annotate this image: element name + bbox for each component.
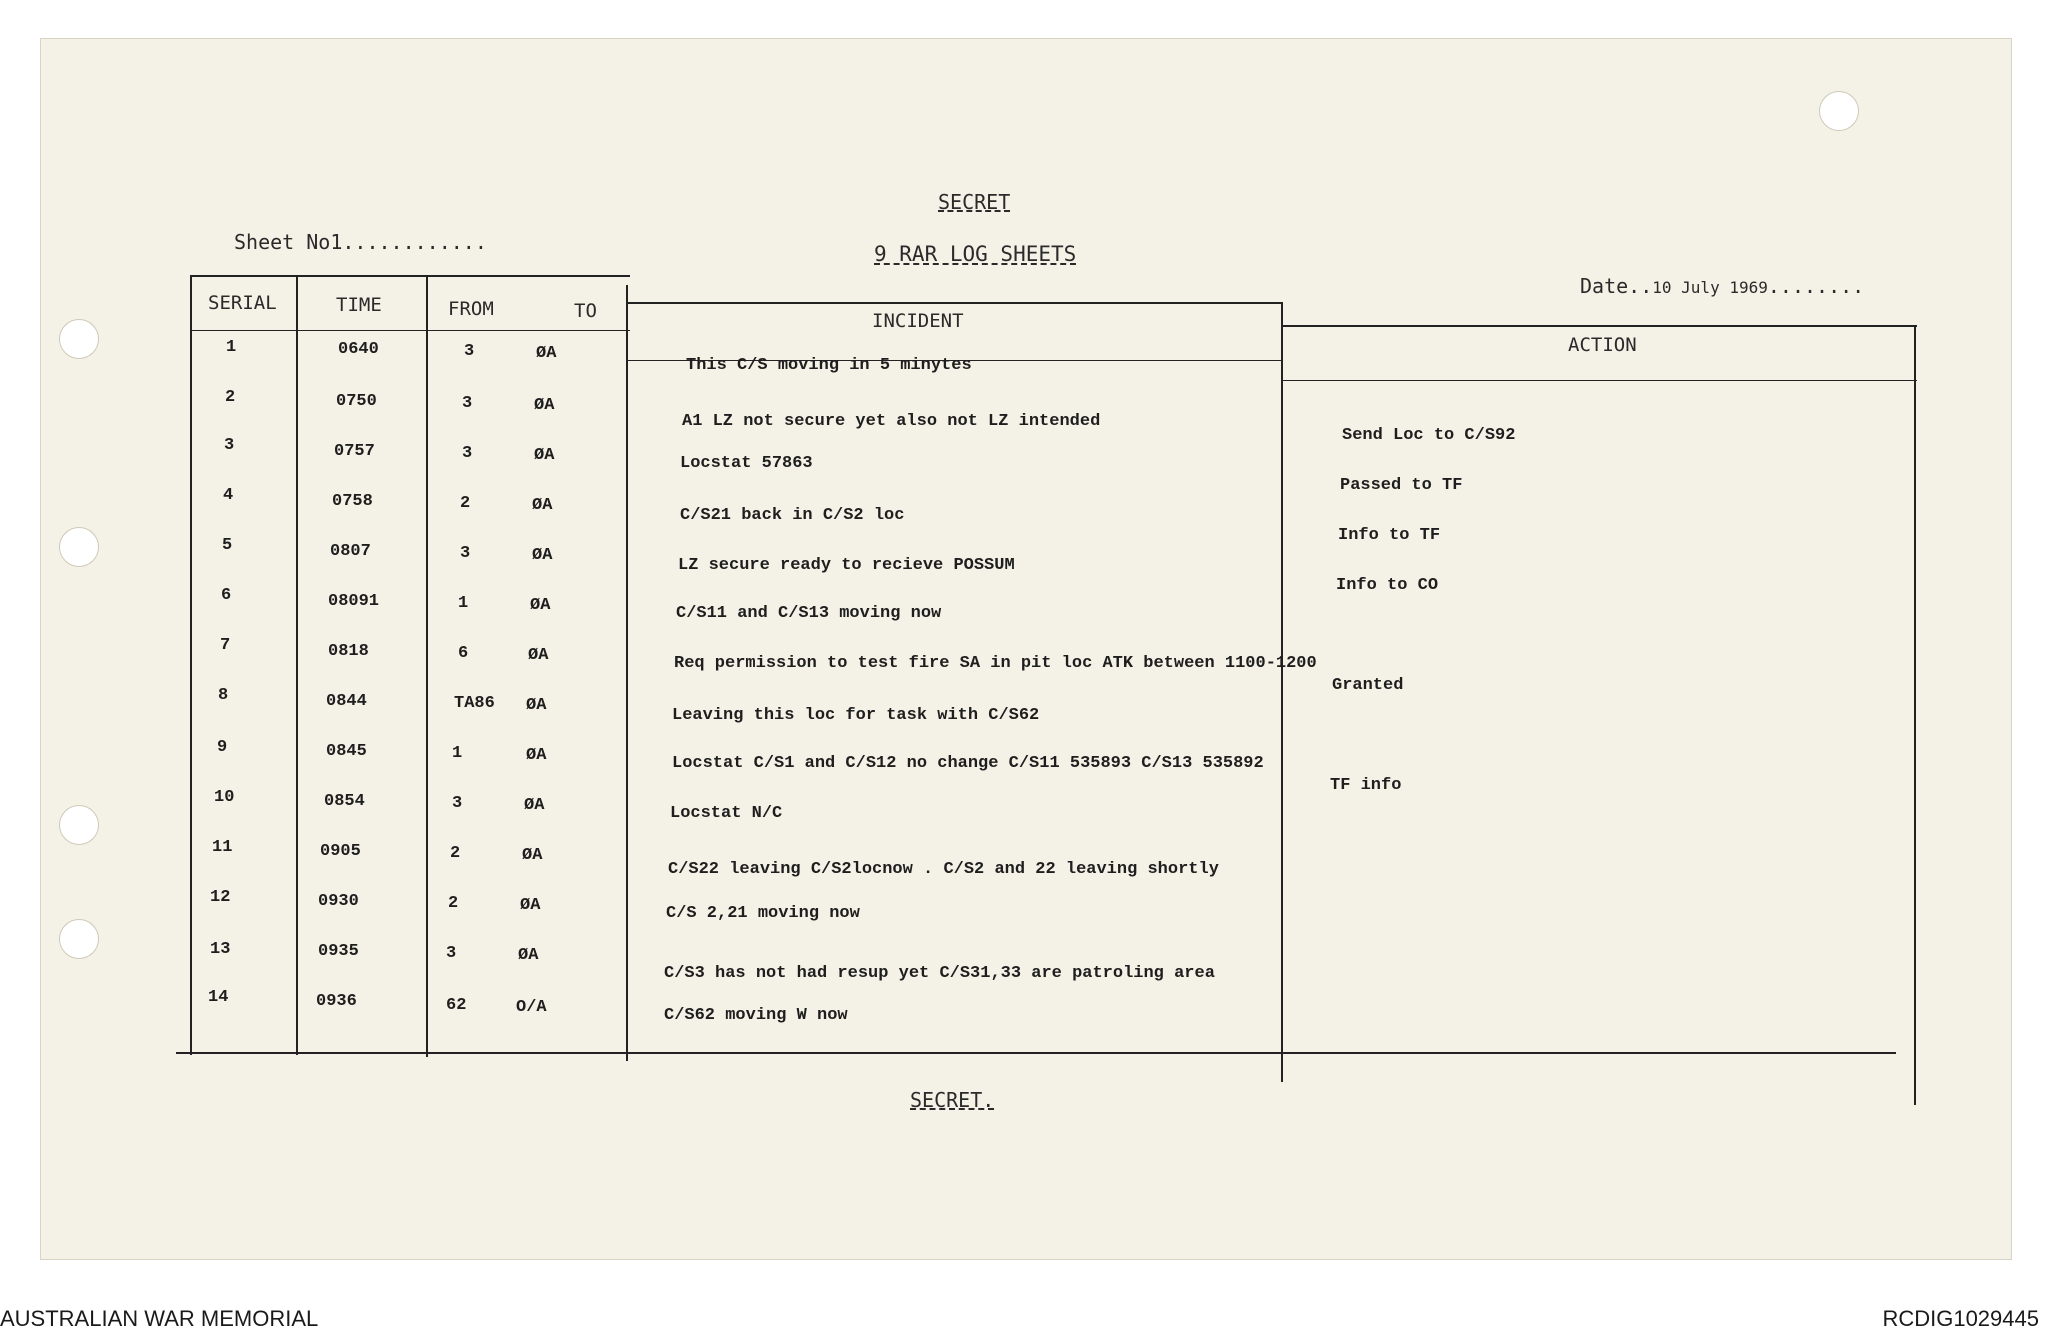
punch-hole	[59, 319, 99, 359]
table-border	[190, 330, 630, 331]
cell-incident: Req permission to test fire SA in pit loc ATK between 1100-1200	[674, 654, 1317, 673]
cell-to: ØA	[518, 946, 539, 965]
cell-time: 0854	[324, 792, 365, 811]
cell-to: ØA	[526, 746, 547, 765]
cell-time: 0844	[326, 692, 367, 711]
cell-time: 0935	[318, 942, 359, 961]
cell-time: 0845	[326, 742, 367, 761]
cell-time: 0750	[336, 392, 377, 411]
cell-from: TA86	[454, 694, 495, 713]
cell-incident: C/S22 leaving C/S2locnow . C/S2 and 22 leaving shortly	[668, 860, 1219, 879]
cell-serial: 2	[225, 388, 236, 407]
cell-to: ØA	[532, 496, 553, 515]
punch-hole	[59, 805, 99, 845]
cell-from: 3	[464, 342, 475, 361]
cell-serial: 12	[210, 888, 231, 907]
cell-incident: Locstat C/S1 and C/S12 no change C/S11 535893 C/S13 535892	[672, 754, 1264, 773]
header-serial: SERIAL	[208, 292, 277, 314]
cell-to: ØA	[524, 796, 545, 815]
cell-serial: 4	[223, 486, 234, 505]
header-action: ACTION	[1568, 334, 1637, 356]
table-border	[426, 275, 428, 1057]
cell-from: 3	[462, 444, 473, 463]
cell-action: Granted	[1332, 676, 1404, 695]
cell-time: 0640	[338, 340, 379, 359]
cell-serial: 10	[214, 788, 235, 807]
table-border	[1282, 380, 1917, 381]
classification-top: SECRET	[938, 190, 1011, 214]
cell-time: 0930	[318, 892, 359, 911]
cell-to: ØA	[528, 646, 549, 665]
cell-serial: 11	[212, 838, 233, 857]
cell-from: 62	[446, 996, 467, 1015]
cell-incident: Locstat N/C	[670, 804, 783, 823]
cell-serial: 7	[220, 636, 231, 655]
cell-incident: This C/S moving in 5 minytes	[686, 356, 972, 375]
sheet-label: Sheet No	[234, 230, 331, 254]
cell-to: ØA	[532, 546, 553, 565]
cell-incident: C/S 2,21 moving now	[666, 904, 860, 923]
cell-incident: LZ secure ready to recieve POSSUM	[678, 556, 1015, 575]
cell-time: 0818	[328, 642, 369, 661]
cell-serial: 3	[224, 436, 235, 455]
table-border	[176, 1052, 1896, 1054]
classification-bottom: SECRET.	[910, 1088, 995, 1112]
cell-incident: Leaving this loc for task with C/S62	[672, 706, 1040, 725]
date-label: Date	[1580, 274, 1629, 298]
cell-action: Send Loc to C/S92	[1342, 426, 1516, 445]
table-border	[190, 275, 630, 277]
cell-action: TF info	[1330, 776, 1402, 795]
cell-action: Passed to TF	[1340, 476, 1463, 495]
cell-to: O/A	[516, 998, 547, 1017]
cell-to: ØA	[526, 696, 547, 715]
sheet-number-field: Sheet No1............	[234, 230, 487, 254]
cell-from: 3	[460, 544, 471, 563]
cell-from: 6	[458, 644, 469, 663]
punch-hole	[59, 919, 99, 959]
header-from: FROM	[448, 298, 494, 320]
cell-time: 08091	[328, 592, 380, 611]
cell-from: 3	[452, 794, 463, 813]
table-border	[1282, 325, 1917, 327]
cell-from: 1	[458, 594, 469, 613]
cell-time: 0807	[330, 542, 371, 561]
cell-to: ØA	[534, 446, 555, 465]
cell-from: 2	[448, 894, 459, 913]
cell-to: ØA	[522, 846, 543, 865]
cell-incident: Locstat 57863	[680, 454, 813, 473]
cell-incident: C/S11 and C/S13 moving now	[676, 604, 942, 623]
cell-time: 0905	[320, 842, 361, 861]
cell-serial: 8	[218, 686, 229, 705]
table-border	[296, 275, 298, 1055]
table-border	[628, 302, 1283, 304]
cell-serial: 1	[226, 338, 237, 357]
table-border	[1281, 302, 1283, 1082]
cell-from: 2	[450, 844, 461, 863]
cell-to: ØA	[536, 344, 557, 363]
cell-to: ØA	[534, 396, 555, 415]
cell-time: 0936	[316, 992, 357, 1011]
cell-serial: 13	[210, 940, 231, 959]
cell-to: ØA	[530, 596, 551, 615]
header-time: TIME	[336, 294, 382, 316]
cell-serial: 9	[217, 738, 228, 757]
table-border	[190, 275, 192, 1055]
cell-from: 1	[452, 744, 463, 763]
cell-action: Info to TF	[1338, 526, 1441, 545]
cell-to: ØA	[520, 896, 541, 915]
cell-from: 2	[460, 494, 471, 513]
cell-incident: C/S21 back in C/S2 loc	[680, 506, 905, 525]
cell-action: Info to CO	[1336, 576, 1439, 595]
cell-incident: C/S62 moving W now	[664, 1006, 848, 1025]
cell-serial: 14	[208, 988, 229, 1007]
sheet-number: 1	[330, 230, 343, 254]
footer-source: AUSTRALIAN WAR MEMORIAL	[0, 1306, 319, 1331]
cell-from: 3	[446, 944, 457, 963]
cell-time: 0758	[332, 492, 373, 511]
document-title: 9 RAR LOG SHEETS	[874, 242, 1077, 266]
punch-hole	[1819, 91, 1859, 131]
punch-hole	[59, 527, 99, 567]
table-border	[1914, 325, 1916, 1105]
table-border	[626, 285, 628, 1061]
cell-serial: 5	[222, 536, 233, 555]
date-value: 10 July 1969	[1652, 278, 1768, 297]
cell-incident: A1 LZ not secure yet also not LZ intended	[682, 412, 1101, 431]
footer-reference: RCDIG1029445	[1882, 1306, 2039, 1331]
header-incident: INCIDENT	[872, 310, 964, 332]
cell-serial: 6	[221, 586, 232, 605]
date-field: Date..10 July 1969........	[1580, 274, 1865, 298]
cell-from: 3	[462, 394, 473, 413]
cell-time: 0757	[334, 442, 375, 461]
cell-incident: C/S3 has not had resup yet C/S31,33 are patroling area	[664, 964, 1215, 983]
header-to: TO	[574, 300, 597, 322]
